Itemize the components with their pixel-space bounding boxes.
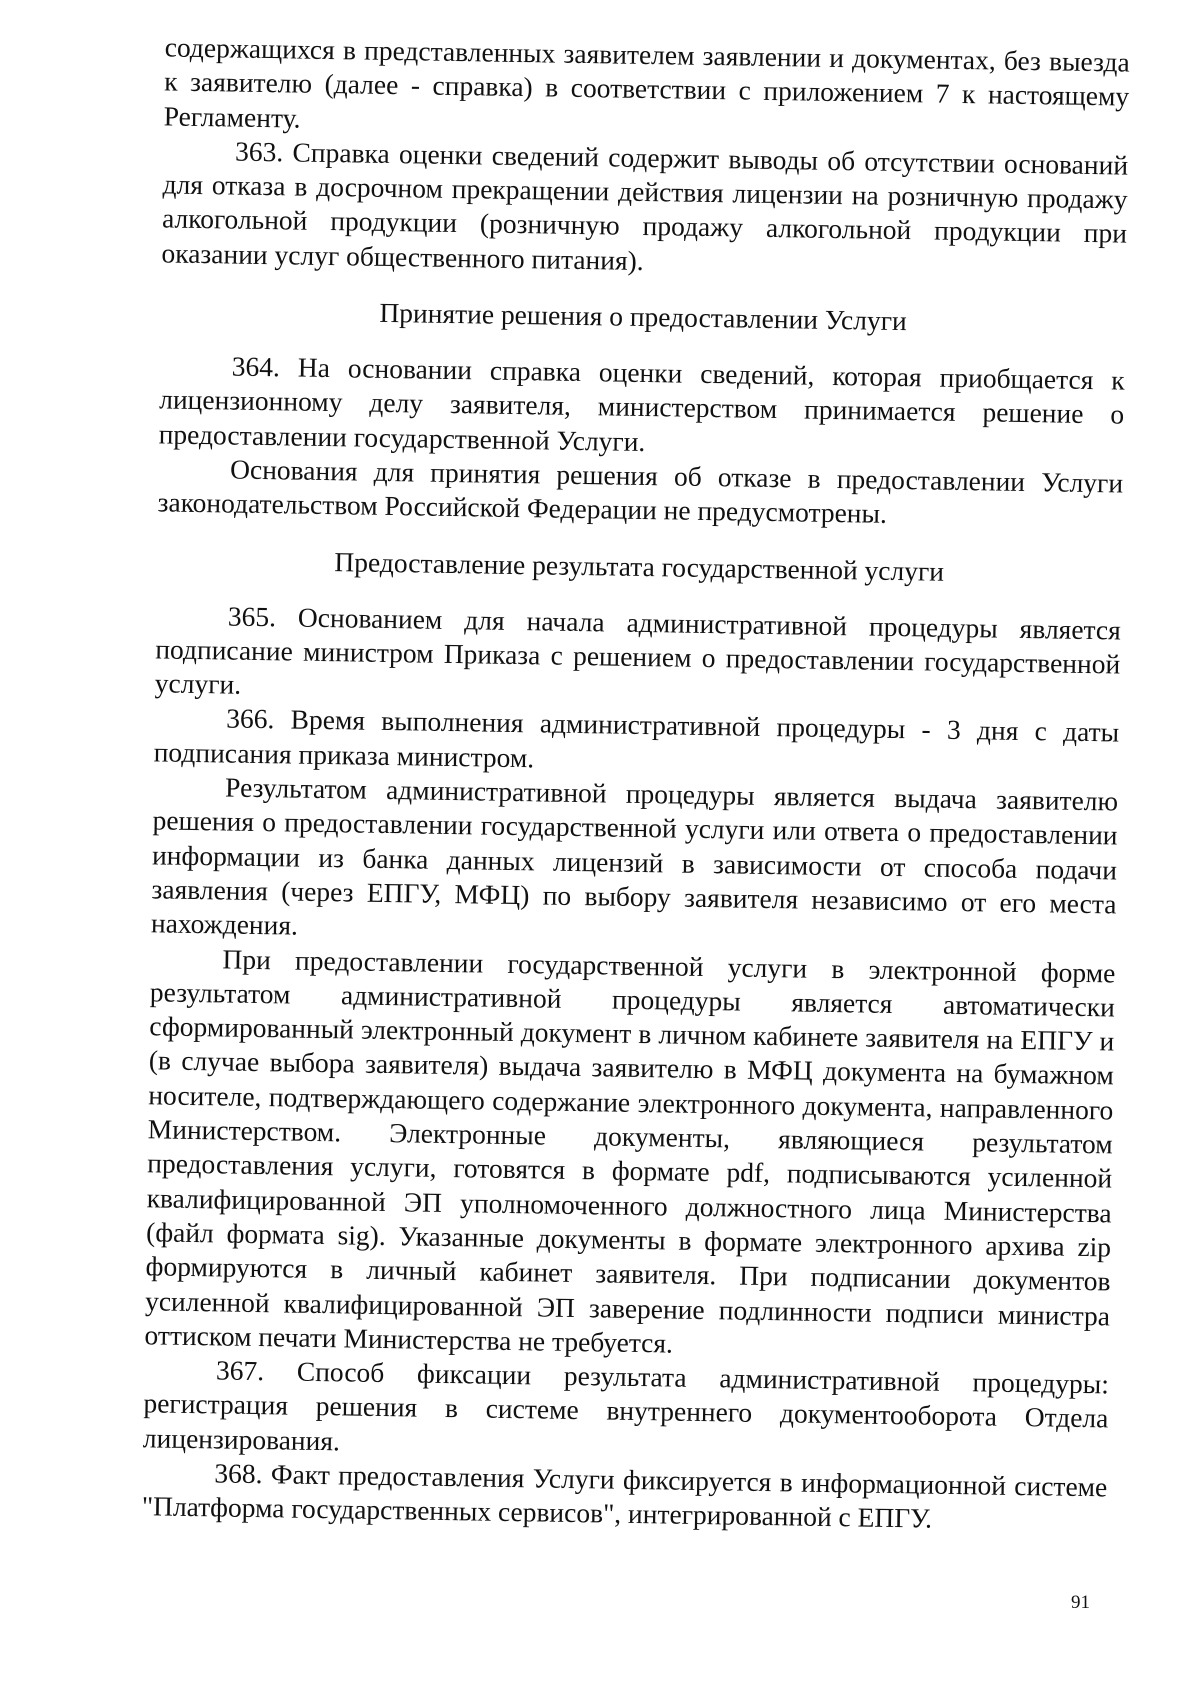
paragraph-procedure-result: Результатом административной процедуры является выдача заявителю решения о предоставлении государственной услуги или ответа о предоставлении информации из банка данных лицензий в зависимости от способа подачи заявления (через ЕПГУ, МФЦ) по выбору заявителя независимо от его места нахождения.	[150, 771, 1119, 941]
paragraph-365: 365. Основанием для начала административной процедуры является подписание министром Приказа с решением о предоставлении государственной услуги.	[154, 600, 1122, 700]
paragraph-electronic-form: При предоставлении государственной услуги в электронной форме результатом административной процедуры является автоматически сформированный электронный документ в личном кабинете заявителя на ЕПГУ и (в случае выбора заявителя) выдача заявителю в МФЦ документа на бумажном носителе, подтверждающего содержание электронного документа, направленного Министерством. Электронные документы, являющиеся результатом предоставления услуги, готовятся в формате pdf, подписываются усиленной квалифицированной ЭП уполномоченного должностного лица Министерства (файл формата sig). Указанные документы в формате электронного архива zip формируются в личный кабинет заявителя. При подписании документов усиленной квалифицированной ЭП заверение подлинности подписи министра оттиском печати Министерства не требуется.	[144, 942, 1116, 1359]
page-body	[142, 30, 1130, 1539]
paragraph-continuation: содержащихся в представленных заявителем заявлении и документах, без выезда к заявителю (далее - справка) в соответствии с приложением 7 к настоящему Регламенту.	[163, 31, 1130, 134]
paragraph-refusal-grounds: Основания для принятия решения об отказе в предоставлении Услуги законодательством Российской Федерации не предусмотрены.	[157, 453, 1124, 530]
paragraph-364: 364. На основании справка оценки сведений, которая приобщается к лицензионному делу заявителя, министерством принимается решение о предоставлении государственной Услуги.	[158, 350, 1125, 457]
paragraph-367: 367. Способ фиксации результата административной процедуры: регистрация решения в системе внутреннего документооборота Отдела лицензирования.	[142, 1354, 1110, 1457]
paragraph-366: 366. Время выполнения административной процедуры - 3 дня с даты подписания приказа министром.	[153, 702, 1120, 774]
section-heading-decision: Принятие решения о предоставлении Услуги	[379, 296, 908, 337]
paragraph-363: 363. Справка оценки сведений содержит выводы об отсутствии оснований для отказа в досрочном прекращении действия лицензии на розничную продажу алкогольной продукции (розничную продажу алкогольной продукции при оказании услуг общественного питания).	[161, 135, 1129, 276]
paragraph-368: 368. Факт предоставления Услуги фиксируется в информационной системе "Платформа государственных сервисов", интегрированной с ЕПГУ.	[141, 1457, 1108, 1534]
section-heading-result: Предоставление результата государственной услуги	[334, 545, 945, 587]
page-number: 91	[1071, 1592, 1090, 1613]
